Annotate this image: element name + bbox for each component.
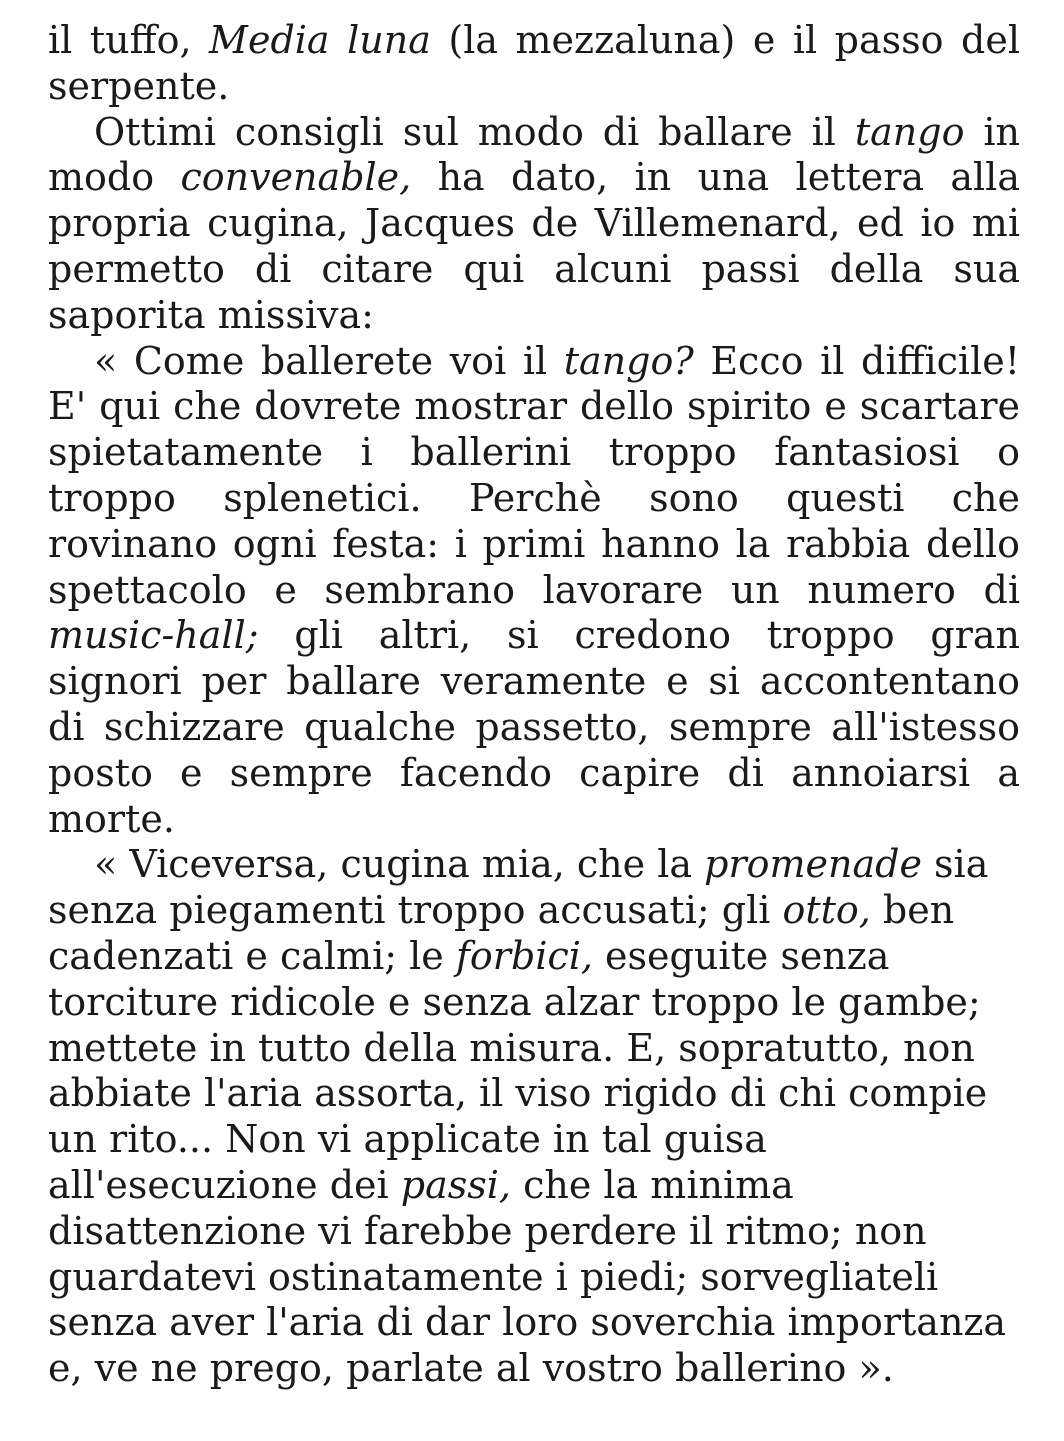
italic-term: tango [854,109,965,154]
paragraph-3 [48,339,1020,843]
text-segment: ben cadenzati e calmi; le [48,888,955,978]
italic-term: passi, [400,1162,511,1207]
italic-term: forbici, [455,933,593,978]
paragraph-4 [48,842,1020,1392]
italic-term: music-hall; [48,613,259,658]
text-segment: « Come ballerete voi il [94,338,564,383]
text-segment: eseguite senza torciture ridicole e senza alzar troppo le gambe; mettete in tutto della misura. E, sopratutto, non abbiate l'aria assorta, il viso rigido di chi compie un rito... Non vi applicate in tal guisa all'esecuzione dei [48,933,988,1207]
paragraph-2 [48,110,1020,339]
paragraph-1 [48,18,1020,110]
text-segment: « Viceversa, cugina mia, che la [94,842,705,887]
text-segment: in modo [48,109,1020,200]
text-segment: (la mezzaluna) e il passo del serpente. [48,18,1021,108]
italic-term: convenable, [180,155,412,200]
italic-term: otto, [782,888,871,933]
text-segment: ha dato, in una lettera alla propria cugina, Jacques de Villemenard, ed io mi permetto di citare qui alcuni passi della sua saporita missiva: [48,155,1020,337]
text-segment: che la minima disattenzione vi farebbe perdere il ritmo; non guardatevi ostinatamente i piedi; sorvegliateli senza aver l'aria di dar loro soverchia importanza e, ve ne prego, parlate al vostro ballerino ». [48,1162,1007,1391]
text-segment: gli altri, si credono troppo gran signori per ballare veramente e si accontentano di schizzare qualche passetto, sempre all'istesso posto e sempre facendo capire di annoiarsi a morte. [48,613,1020,841]
text-segment: il tuffo, [48,18,210,62]
italic-term: promenade [704,842,922,887]
italic-term: Media luna [209,18,431,62]
body-text [48,18,1020,1392]
text-segment: Ecco il difficile! E' qui che dovrete mostrar dello spirito e scartare spietatamente i ballerini troppo fantasiosi o troppo splenetici. Perchè sono questi che rovinano ogni festa: i primi hanno la rabbia dello spettacolo e sembrano lavorare un numero di [48,338,1020,612]
text-segment: Ottimi consigli sul modo di ballare il [94,109,855,154]
italic-term: tango? [563,338,694,383]
text-segment: sia senza piegamenti troppo accusati; gli [48,842,989,933]
